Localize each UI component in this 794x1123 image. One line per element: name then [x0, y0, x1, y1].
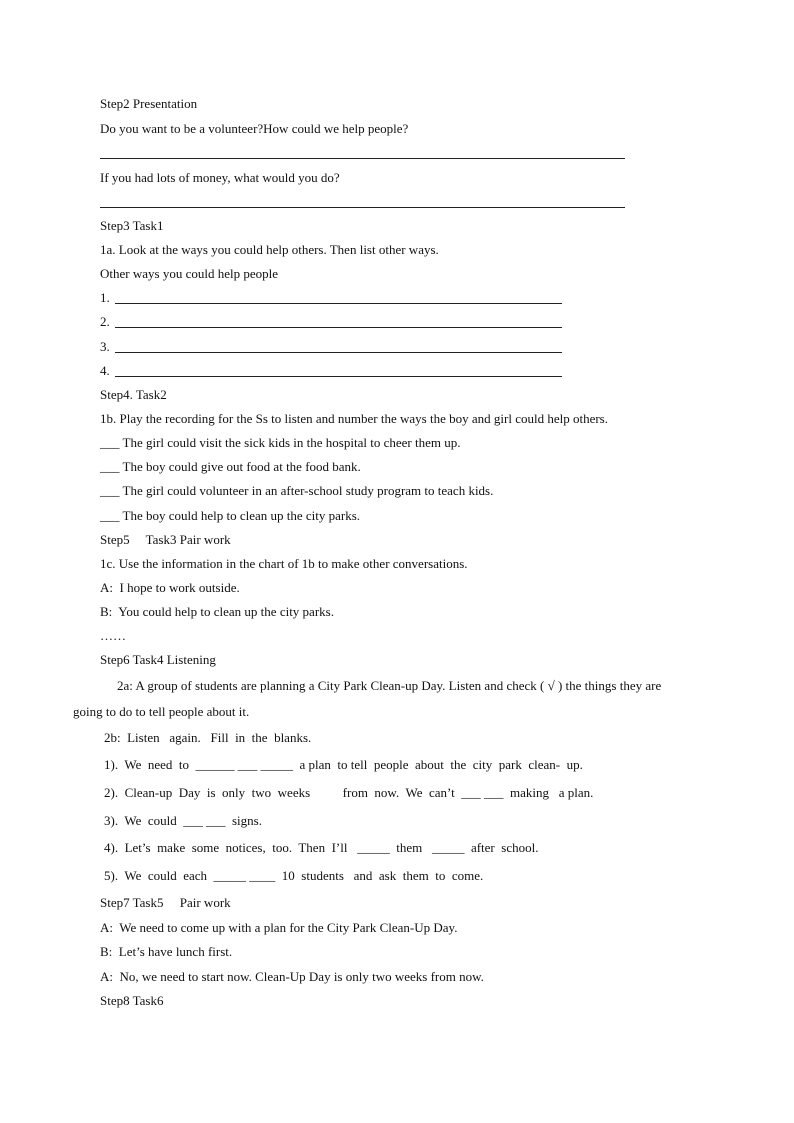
fill-blank-sentence: 2). Clean-up Day is only two weeks from now. We can’t ___ ___ making a plan.	[104, 785, 594, 800]
list-number: 3.	[100, 339, 110, 354]
list-number: 1.	[100, 290, 110, 305]
step4-item: ___ The girl could volunteer in an after-school study program to teach kids.	[100, 483, 494, 498]
step6-heading: Step6 Task4 Listening	[100, 652, 216, 667]
answer-line	[115, 352, 562, 353]
step6-2a-instruction-cont: going to do to tell people about it.	[73, 704, 250, 719]
step4-item: ___ The girl could visit the sick kids in the hospital to cheer them up.	[100, 435, 461, 450]
step8-heading: Step8 Task6	[100, 993, 164, 1008]
step2-question-money: If you had lots of money, what would you do?	[100, 170, 340, 185]
dialogue-line: B: You could help to clean up the city parks.	[100, 604, 334, 619]
step5-heading: Step5 Task3 Pair work	[100, 532, 231, 547]
ellipsis: ……	[100, 628, 126, 643]
step4-heading: Step4. Task2	[100, 387, 167, 402]
answer-line	[100, 158, 625, 159]
fill-blank-sentence: 1). We need to ______ ___ _____ a plan to tell people about the city park clean- up.	[104, 757, 583, 772]
step2-question-volunteer: Do you want to be a volunteer?How could we help people?	[100, 121, 409, 136]
step3-heading: Step3 Task1	[100, 218, 164, 233]
step4-instruction: 1b. Play the recording for the Ss to listen and number the ways the boy and girl could help others.	[100, 411, 608, 426]
answer-line	[100, 207, 625, 208]
step3-subheading: Other ways you could help people	[100, 266, 278, 281]
fill-blank-sentence: 4). Let’s make some notices, too. Then I’ll _____ them _____ after school.	[104, 840, 539, 855]
step6-2b-instruction: 2b: Listen again. Fill in the blanks.	[104, 730, 312, 745]
step7-heading: Step7 Task5 Pair work	[100, 895, 231, 910]
dialogue-line: B: Let’s have lunch first.	[100, 944, 233, 959]
step4-item: ___ The boy could give out food at the food bank.	[100, 459, 361, 474]
list-number: 2.	[100, 314, 110, 329]
answer-line	[115, 327, 562, 328]
fill-blank-sentence: 5). We could each _____ ____ 10 students and ask them to come.	[104, 868, 484, 883]
step6-2a-instruction: 2a: A group of students are planning a City Park Clean-up Day. Listen and check ( √ ) the things they are	[117, 678, 662, 693]
step2-heading: Step2 Presentation	[100, 96, 198, 111]
fill-blank-sentence: 3). We could ___ ___ signs.	[104, 813, 262, 828]
dialogue-line: A: No, we need to start now. Clean-Up Day is only two weeks from now.	[100, 969, 484, 984]
answer-line	[115, 303, 562, 304]
step5-instruction: 1c. Use the information in the chart of 1b to make other conversations.	[100, 556, 468, 571]
answer-line	[115, 376, 562, 377]
step3-instruction: 1a. Look at the ways you could help others. Then list other ways.	[100, 242, 439, 257]
dialogue-line: A: We need to come up with a plan for the City Park Clean-Up Day.	[100, 920, 458, 935]
dialogue-line: A: I hope to work outside.	[100, 580, 240, 595]
step4-item: ___ The boy could help to clean up the city parks.	[100, 508, 361, 523]
list-number: 4.	[100, 363, 110, 378]
